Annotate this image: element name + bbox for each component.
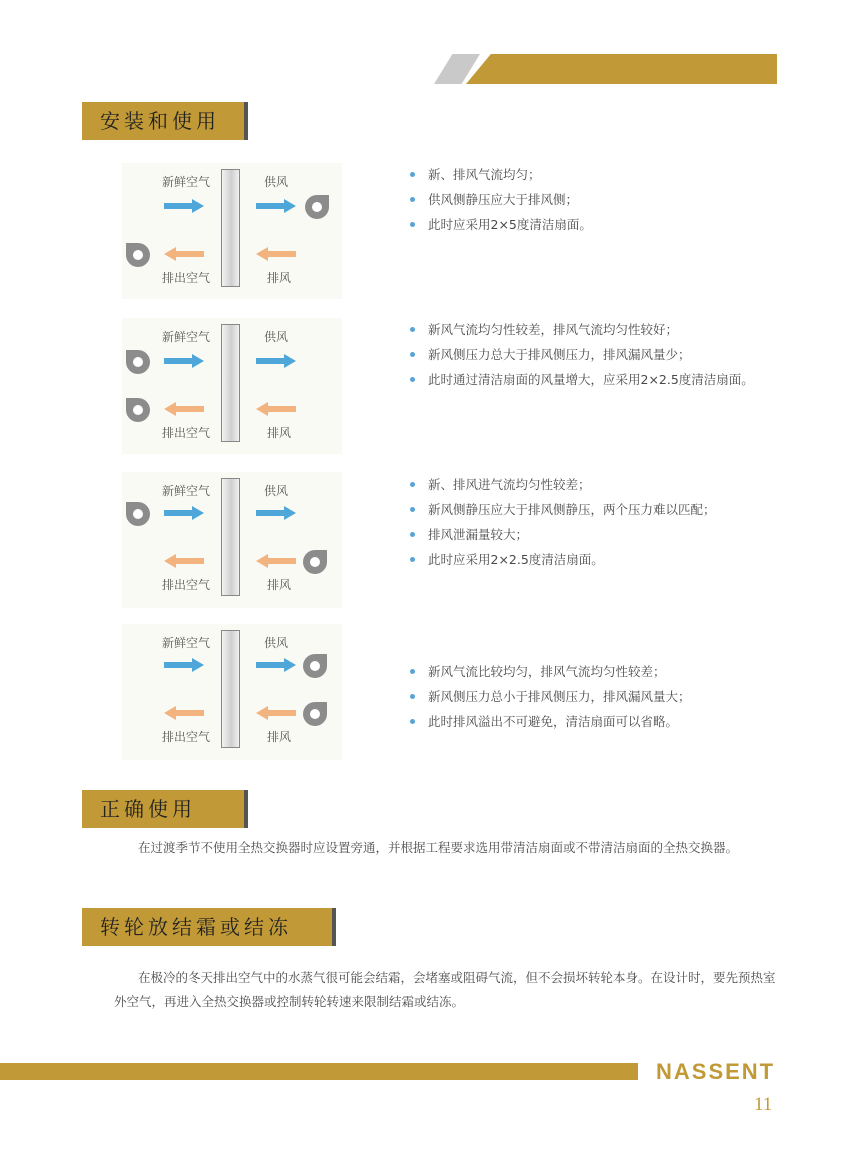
bullet-list-4 [410, 659, 691, 734]
fan-icon [122, 241, 152, 269]
frost-text: 在极冷的冬天排出空气中的水蒸气很可能会结霜，会堵塞或阻碍气流，但不会损坏转轮本身。在设计时，要先预热室外空气，再进入全热交换器或控制转轮转速来限制结霜或结冻。 [114, 970, 776, 1009]
fan-icon [301, 548, 331, 576]
section-title-frost: 转轮放结霜或结冻 [82, 908, 336, 946]
label-fresh-air: 新鲜空气 [162, 484, 211, 498]
footer-gold-bar [0, 1063, 638, 1080]
label-exhaust: 排风 [267, 578, 292, 592]
list-item: 供风侧静压应大于排风侧； [410, 187, 592, 212]
arrow-right-icon [164, 199, 204, 213]
label-exhaust-out: 排出空气 [162, 426, 211, 440]
arrow-right-icon [256, 658, 296, 672]
label-fresh-air: 新鲜空气 [162, 175, 211, 189]
arrow-right-icon [164, 354, 204, 368]
fan-icon [301, 700, 331, 728]
arrow-right-icon [164, 506, 204, 520]
arrow-right-icon [256, 199, 296, 213]
list-item: 此时应采用2×2.5度清洁扇面。 [410, 547, 716, 572]
section-title-install: 安装和使用 [82, 102, 248, 140]
heat-exchanger-core [221, 169, 240, 287]
airflow-diagram-3 [122, 472, 342, 608]
bullet-list-1 [410, 162, 592, 237]
heat-exchanger-core [221, 630, 240, 748]
arrow-left-icon [256, 247, 296, 261]
list-item: 新风侧静压应大于排风侧静压，两个压力难以匹配； [410, 497, 716, 522]
page-number: 11 [754, 1094, 773, 1115]
arrow-left-icon [164, 402, 204, 416]
list-item: 新、排风气流均匀； [410, 162, 592, 187]
header-gold-band [466, 54, 777, 84]
arrow-right-icon [256, 506, 296, 520]
fan-icon [122, 348, 152, 376]
arrow-left-icon [164, 706, 204, 720]
label-supply: 供风 [264, 175, 289, 189]
bullet-list-2 [410, 317, 754, 392]
label-supply: 供风 [264, 636, 289, 650]
list-item: 此时排风溢出不可避免，清洁扇面可以省略。 [410, 709, 691, 734]
list-item: 新风侧压力总大于排风侧压力，排风漏风量少； [410, 342, 754, 367]
list-item: 新、排风进气流均匀性较差； [410, 472, 716, 497]
bullet-list-3 [410, 472, 716, 572]
arrow-left-icon [164, 554, 204, 568]
label-supply: 供风 [264, 330, 289, 344]
list-item: 排风泄漏量较大； [410, 522, 716, 547]
label-fresh-air: 新鲜空气 [162, 330, 211, 344]
fan-icon [122, 396, 152, 424]
label-supply: 供风 [264, 484, 289, 498]
label-exhaust-out: 排出空气 [162, 271, 211, 285]
list-item: 此时应采用2×5度清洁扇面。 [410, 212, 592, 237]
label-exhaust: 排风 [267, 271, 292, 285]
heat-exchanger-core [221, 478, 240, 596]
fan-icon [301, 652, 331, 680]
label-fresh-air: 新鲜空气 [162, 636, 211, 650]
label-exhaust-out: 排出空气 [162, 730, 211, 744]
arrow-left-icon [256, 554, 296, 568]
label-exhaust-out: 排出空气 [162, 578, 211, 592]
list-item: 此时通过清洁扇面的风量增大，应采用2×2.5度清洁扇面。 [410, 367, 754, 392]
airflow-diagram-4 [122, 624, 342, 760]
arrow-left-icon [256, 402, 296, 416]
arrow-left-icon [164, 247, 204, 261]
section-title-correct-use: 正确使用 [82, 790, 248, 828]
label-exhaust: 排风 [267, 730, 292, 744]
airflow-diagram-2 [122, 318, 342, 454]
list-item: 新风气流均匀性较差，排风气流均匀性较好； [410, 317, 754, 342]
label-exhaust: 排风 [267, 426, 292, 440]
list-item: 新风气流比较均匀，排风气流均匀性较差； [410, 659, 691, 684]
correct-use-text: 在过渡季节不使用全热交换器时应设置旁通，并根据工程要求选用带清洁扇面或不带清洁扇面的全热交换器。 [138, 840, 739, 855]
arrow-left-icon [256, 706, 296, 720]
arrow-right-icon [256, 354, 296, 368]
list-item: 新风侧压力总小于排风侧压力，排风漏风量大； [410, 684, 691, 709]
arrow-right-icon [164, 658, 204, 672]
brand-logo-text: NASSENT [656, 1059, 776, 1084]
fan-icon [303, 193, 333, 221]
airflow-diagram-1 [122, 163, 342, 299]
fan-icon [122, 500, 152, 528]
heat-exchanger-core [221, 324, 240, 442]
